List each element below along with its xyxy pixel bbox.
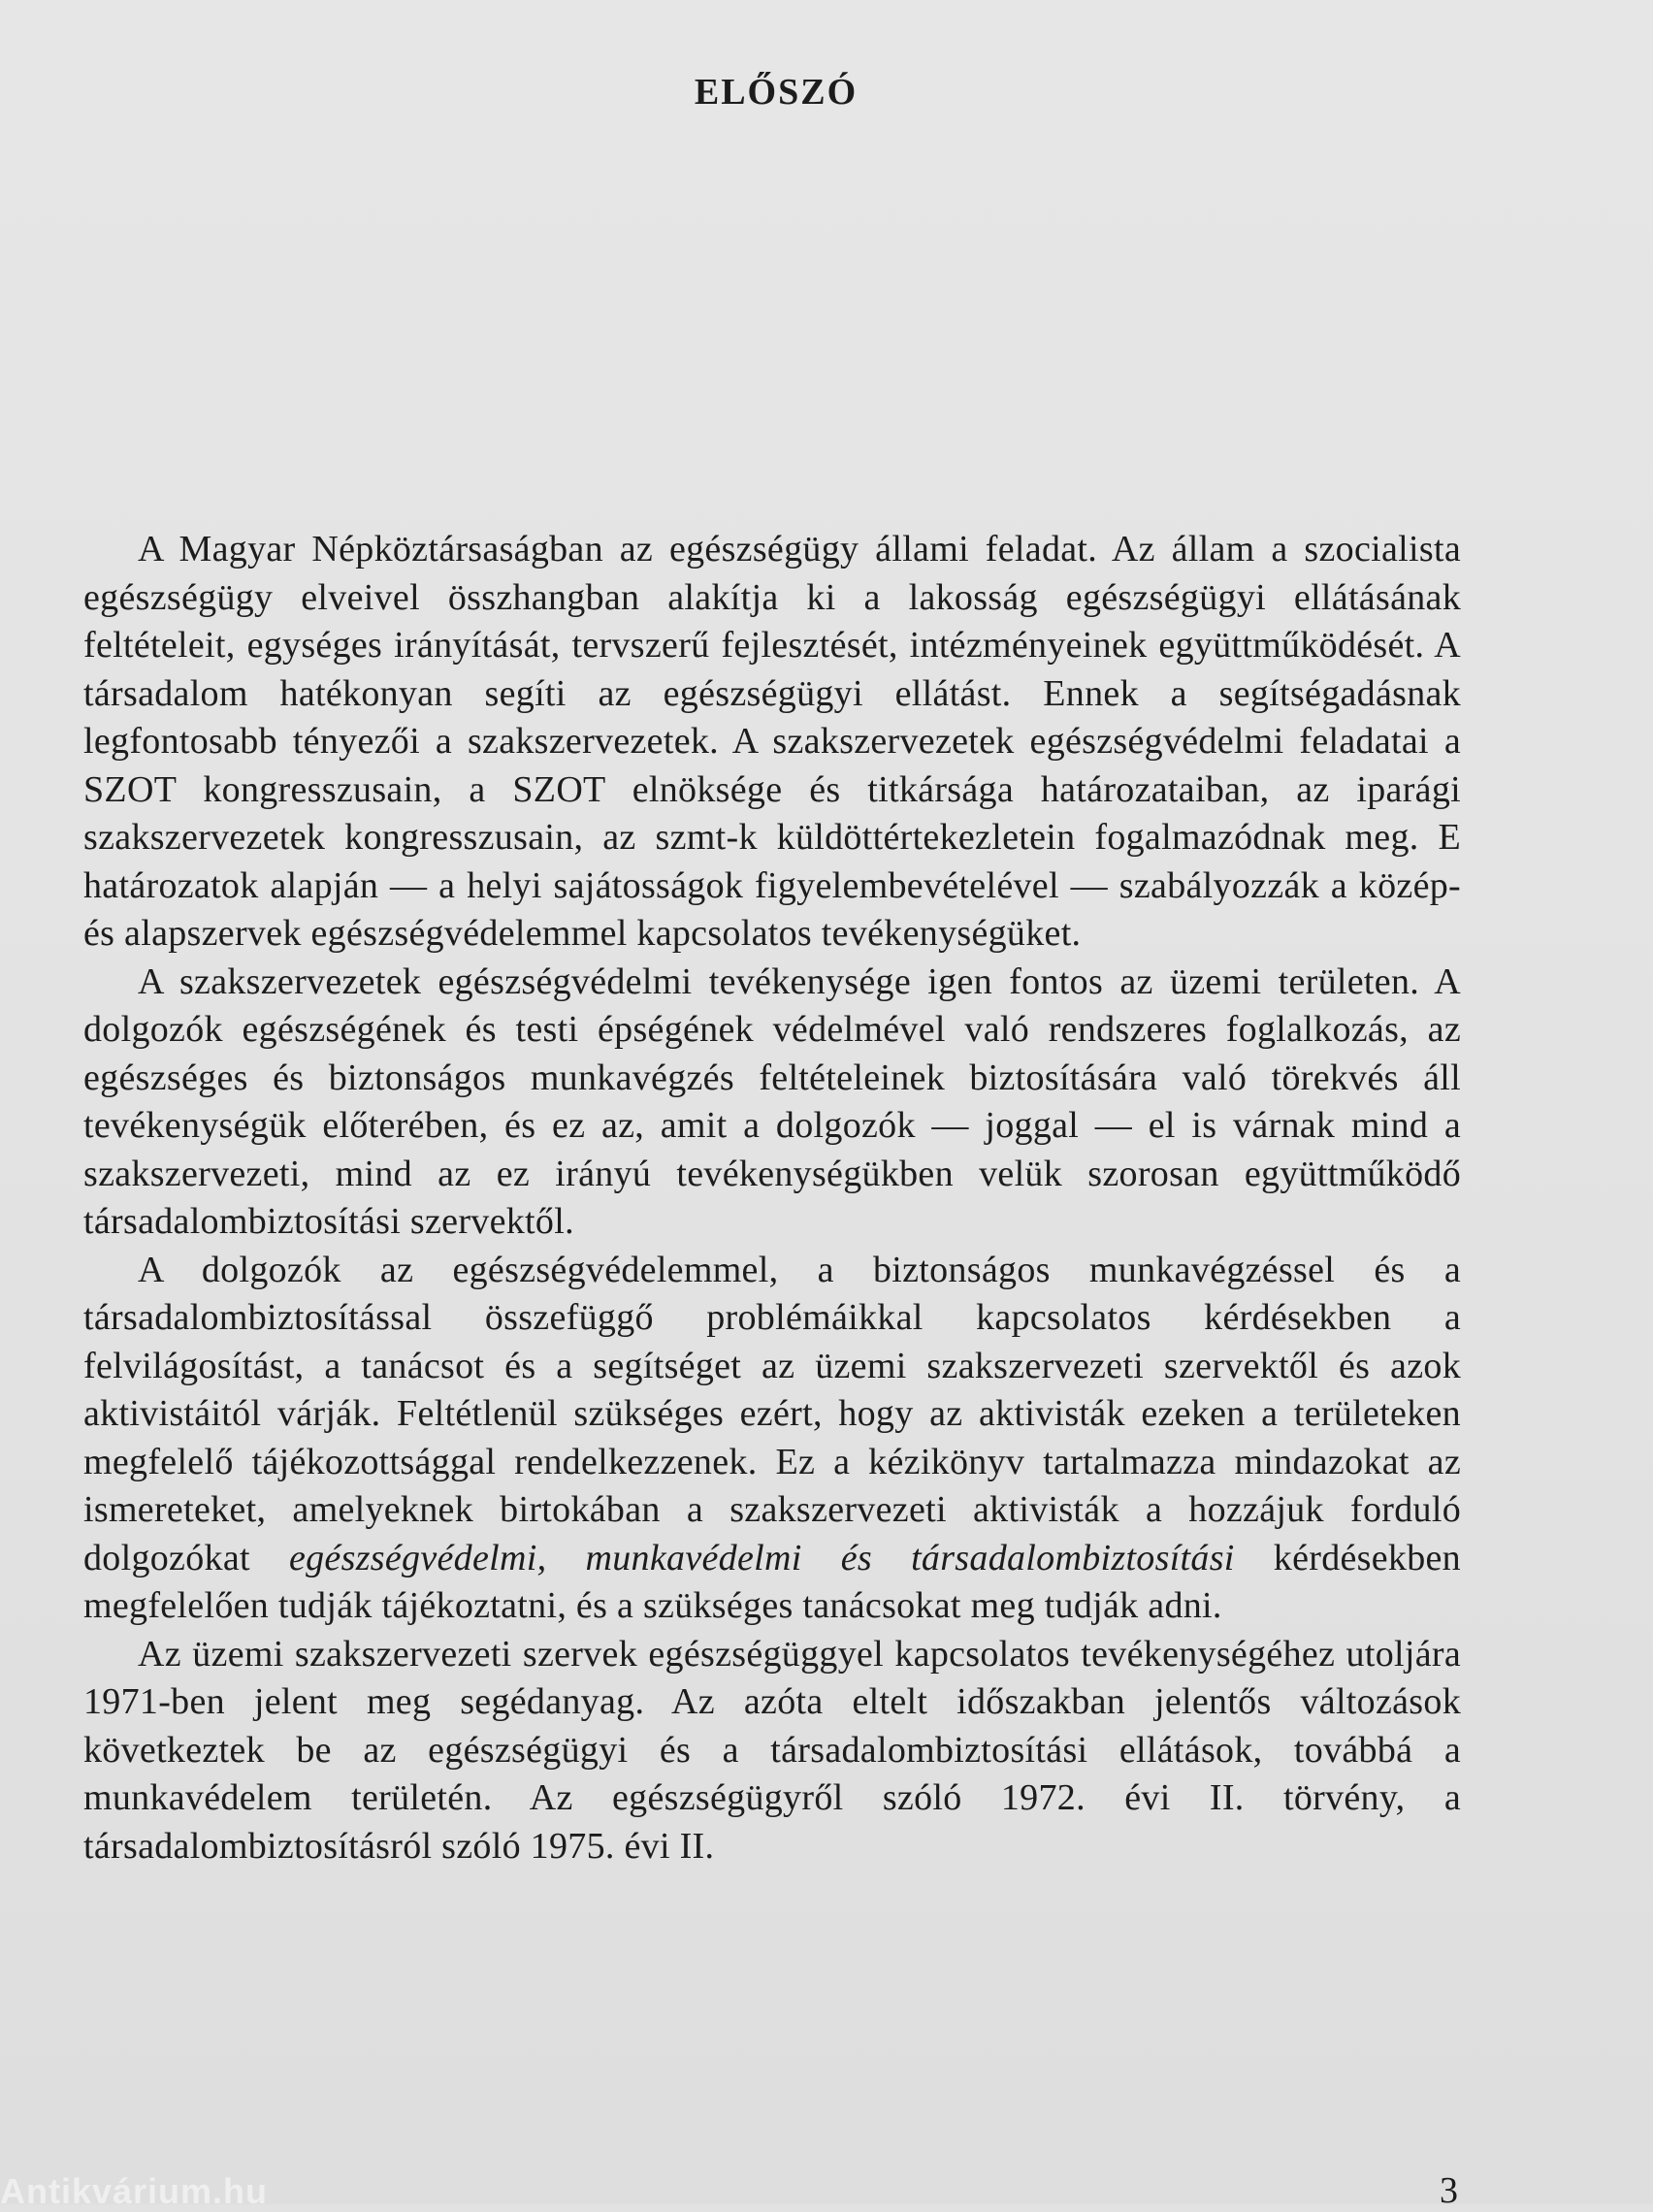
- page-title: ELŐSZÓ: [694, 72, 859, 114]
- page-number: 3: [1440, 2170, 1458, 2211]
- paragraph-4: Az üzemi szakszervezeti szervek egészségüggyel kapcsolatos tevékenységéhez utoljára 1971-ben jelent meg segédanyag. Az azóta eltelt időszakban jelentős változások következtek be az egészségügyi és a társadalombiztosítási ellátások, továbbá a munkavédelem területén. Az egészségügyről szóló 1972. évi II. törvény, a társadalombiztosításról szóló 1975. évi II.: [83, 1633, 1461, 1867]
- paragraph-3-italic: egészségvédelmi, munkavédelmi és társadalombiztosítási: [288, 1537, 1235, 1578]
- paragraph-3: [83, 1247, 1461, 1631]
- paragraph-3-lead: A dolgozók az egészségvédelemmel, a biztonságos munkavégzéssel és a társadalombiztosítással összefüggő problémáikkal kapcsolatos kérdésekben a felvilágosítást, a tanácsot és a segítséget az üzemi szakszervezeti szervektől és azok aktivistáitól várják. Feltétlenül szükséges ezért, hogy az aktivisták ezeken a területeken megfelelő tájékozottsággal rendelkezzenek. Ez a kézikönyv tartalmazza mindazokat az ismereteket, amelyeknek birtokában a szakszervezeti aktivisták a hozzájuk forduló dolgozókat: [83, 1249, 1461, 1578]
- watermark: Antikvárium.hu: [0, 2171, 269, 2211]
- paragraph-1: A Magyar Népköztársaságban az egészségügy állami feladat. Az állam a szocialista egészségügy elveivel összhangban alakítja ki a lakosság egészségügyi ellátásának feltételeit, egységes irányítását, tervszerű fejlesztését, intézményeinek együttműködését. A társadalom hatékonyan segíti az egészségügyi ellátást. Ennek a segítségadásnak legfontosabb tényezői a szakszervezetek. A szakszervezetek egészségvédelmi feladatai a SZOT kongresszusain, a SZOT elnöksége és titkársága határozataiban, az iparági szakszervezetek kongresszusain, az szmt-k küldöttértekezletein fogalmazódnak meg. E határozatok alapján — a helyi sajátosságok figyelembevételével — szabályozzák a közép- és alapszervek egészségvédelemmel kapcsolatos tevékenységüket.: [83, 529, 1461, 954]
- paragraph-2: A szakszervezetek egészségvédelmi tevékenysége igen fontos az üzemi területen. A dolgozók egészségének és testi épségének védelmével való rendszeres foglalkozás, az egészséges és biztonságos munkavégzés feltételeinek biztosítására való törekvés áll tevékenységük előterében, és ez az, amit a dolgozók — joggal — el is várnak mind a szakszervezeti, mind az ez irányú tevékenységükben velük szorosan együttműködő társadalombiztosítási szervektől.: [83, 960, 1461, 1242]
- body-text: [83, 526, 1461, 1870]
- paragraph-3-tail: kérdésekben megfelelően tudják tájékoztatni, és a szükséges tanácsokat meg tudják adni.: [83, 1537, 1461, 1626]
